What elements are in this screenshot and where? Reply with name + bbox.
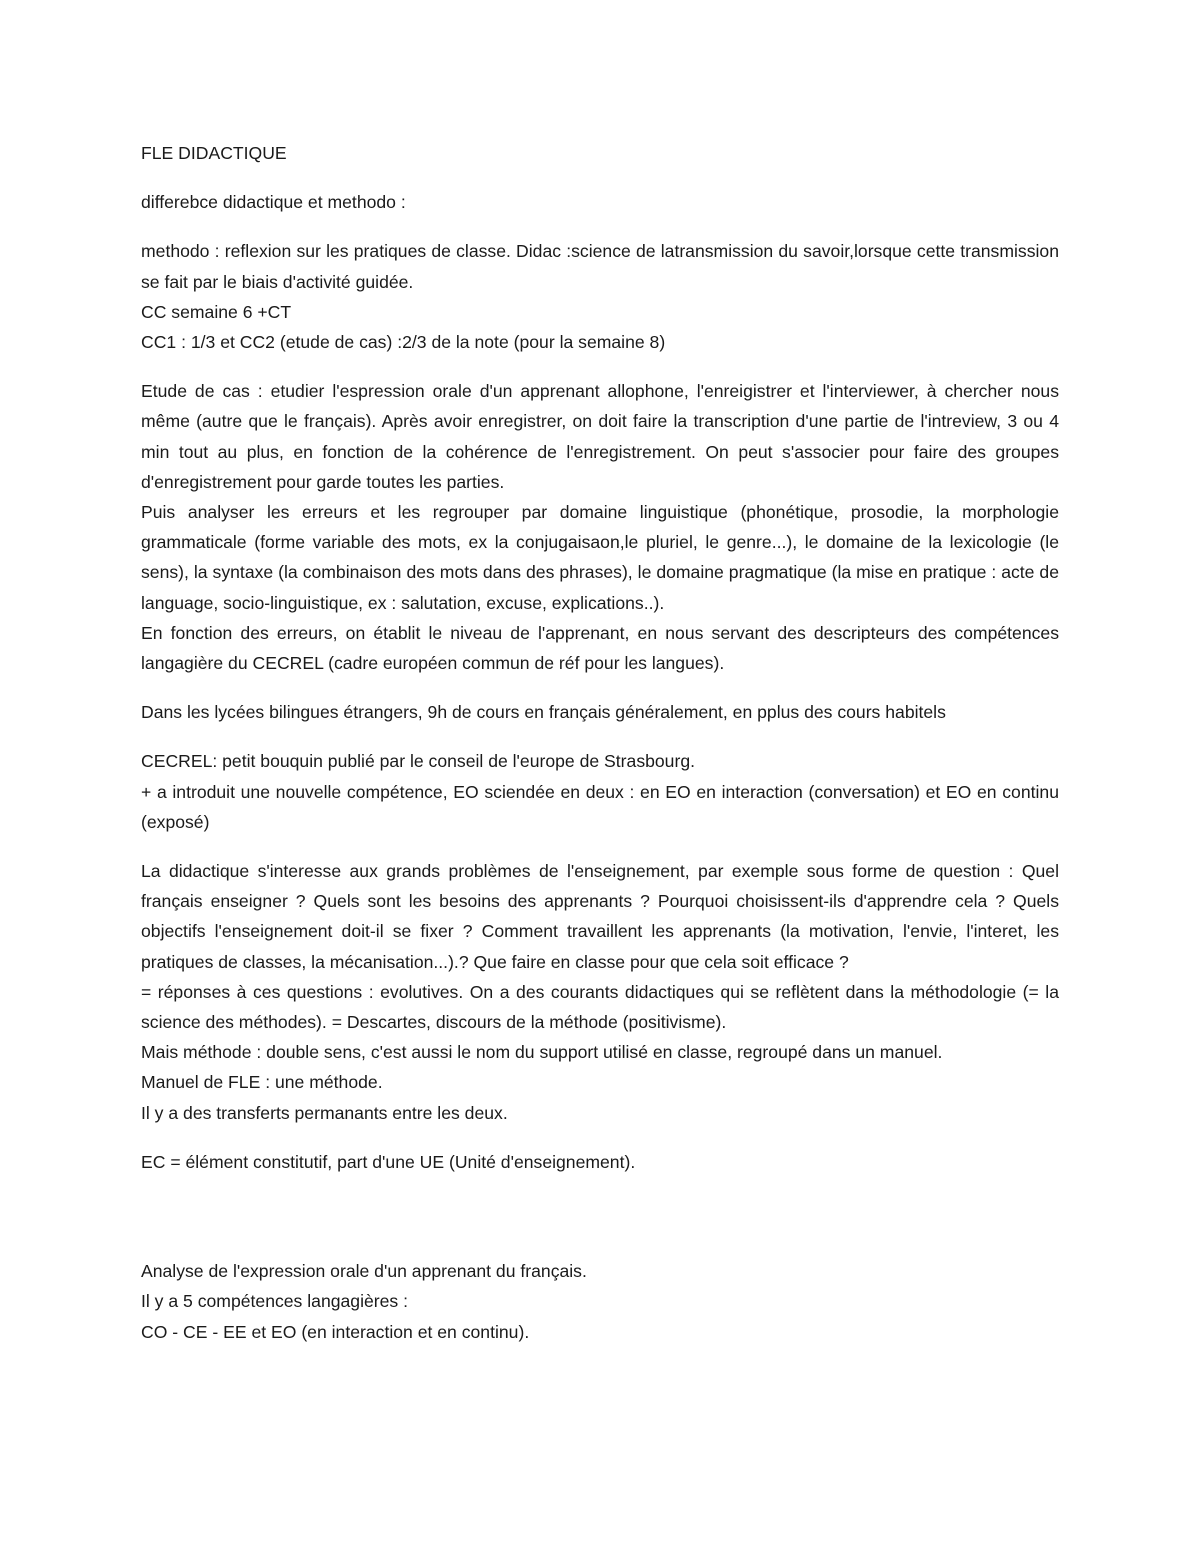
paragraph-puis-analyser: Puis analyser les erreurs et les regrouper par domaine linguistique (phonétique, prosodie, la morphologie grammaticale (forme variable des mots, ex la conjugaisaon,le pluriel, le genre...), le domaine de la lexicologie (le sens), la syntaxe (la combinaison des mots dans des phrases), le domaine pragmatique (la mise en pratique : acte de language, socio-linguistique, ex : salutation, excuse, explications..). bbox=[141, 502, 1059, 613]
paragraph-lycees: Dans les lycées bilingues étrangers, 9h de cours en français généralement, en pplus des cours habitels bbox=[141, 702, 946, 723]
paragraph-reponses: = réponses à ces questions : evolutives. On a des courants didactiques qui se reflètent dans la méthodologie (= la science des méthodes). = Descartes, discours de la méthode (positivisme). bbox=[141, 981, 1059, 1033]
line-mais-methode: Mais méthode : double sens, c'est aussi le nom du support utilisé en classe, regroupé dans un manuel. bbox=[141, 1042, 943, 1063]
line-manuel-fle: Manuel de FLE : une méthode. bbox=[141, 1072, 383, 1093]
line-cecrel: CECREL: petit bouquin publié par le conseil de l'europe de Strasbourg. bbox=[141, 751, 695, 772]
paragraph-nouvelle-competence: + a introduit une nouvelle compétence, EO sciendée en deux : en EO en interaction (conversation) et EO en continu (exposé) bbox=[141, 781, 1059, 832]
heading-difference: differebce didactique et methodo : bbox=[141, 192, 406, 213]
paragraph-methodo: methodo : reflexion sur les pratiques de classe. Didac :science de latransmission du savoir,lorsque cette transmission se fait par le biais d'activité guidée. bbox=[141, 241, 1059, 292]
line-ec: EC = élément constitutif, part d'une UE (Unité d'enseignement). bbox=[141, 1151, 636, 1172]
paragraph-didactique: La didactique s'interesse aux grands problèmes de l'enseignement, par exemple sous forme de question : Quel français enseigner ? Quels sont les besoins des apprenants ? Pourquoi choisissent-ils d'apprendre cela ? Quels objectifs l'enseignement doit-il se fixer ? Comment travaillent les apprenants (la motivation, l'envie, l'interet, les pratiques de classes, la mécanisation...).? Que faire en classe pour que cela soit efficace ? bbox=[141, 861, 1059, 972]
paragraph-etude-de-cas: Etude de cas : etudier l'espression orale d'un apprenant allophone, l'enreigistrer et l'interviewer, à chercher nous même (autre que le français). Après avoir enregistrer, on doit faire la transcription d'une partie de l'intreview, 3 ou 4 min tout au plus, en fonction de la cohérence de l'enregistrement. On peut s'associer pour faire des groupes d'enregistrement pour garde toutes les parties. bbox=[141, 381, 1059, 492]
document-title: FLE DIDACTIQUE bbox=[141, 143, 287, 163]
line-cc-semaine: CC semaine 6 +CT bbox=[141, 301, 292, 322]
line-competences: Il y a 5 compétences langagières : bbox=[141, 1291, 408, 1312]
paragraph-en-fonction: En fonction des erreurs, on établit le niveau de l'apprenant, en nous servant des descripteurs des compétences langagière du CECREL (cadre européen commun de réf pour les langues). bbox=[141, 622, 1059, 674]
line-co-ce-ee-eo: CO - CE - EE et EO (en interaction et en continu). bbox=[141, 1321, 530, 1342]
line-analyse: Analyse de l'expression orale d'un apprenant du français. bbox=[141, 1261, 587, 1282]
line-cc1-cc2: CC1 : 1/3 et CC2 (etude de cas) :2/3 de la note (pour la semaine 8) bbox=[141, 332, 666, 353]
document-body bbox=[141, 138, 1059, 1347]
line-transferts: Il y a des transferts permanants entre les deux. bbox=[141, 1102, 508, 1123]
